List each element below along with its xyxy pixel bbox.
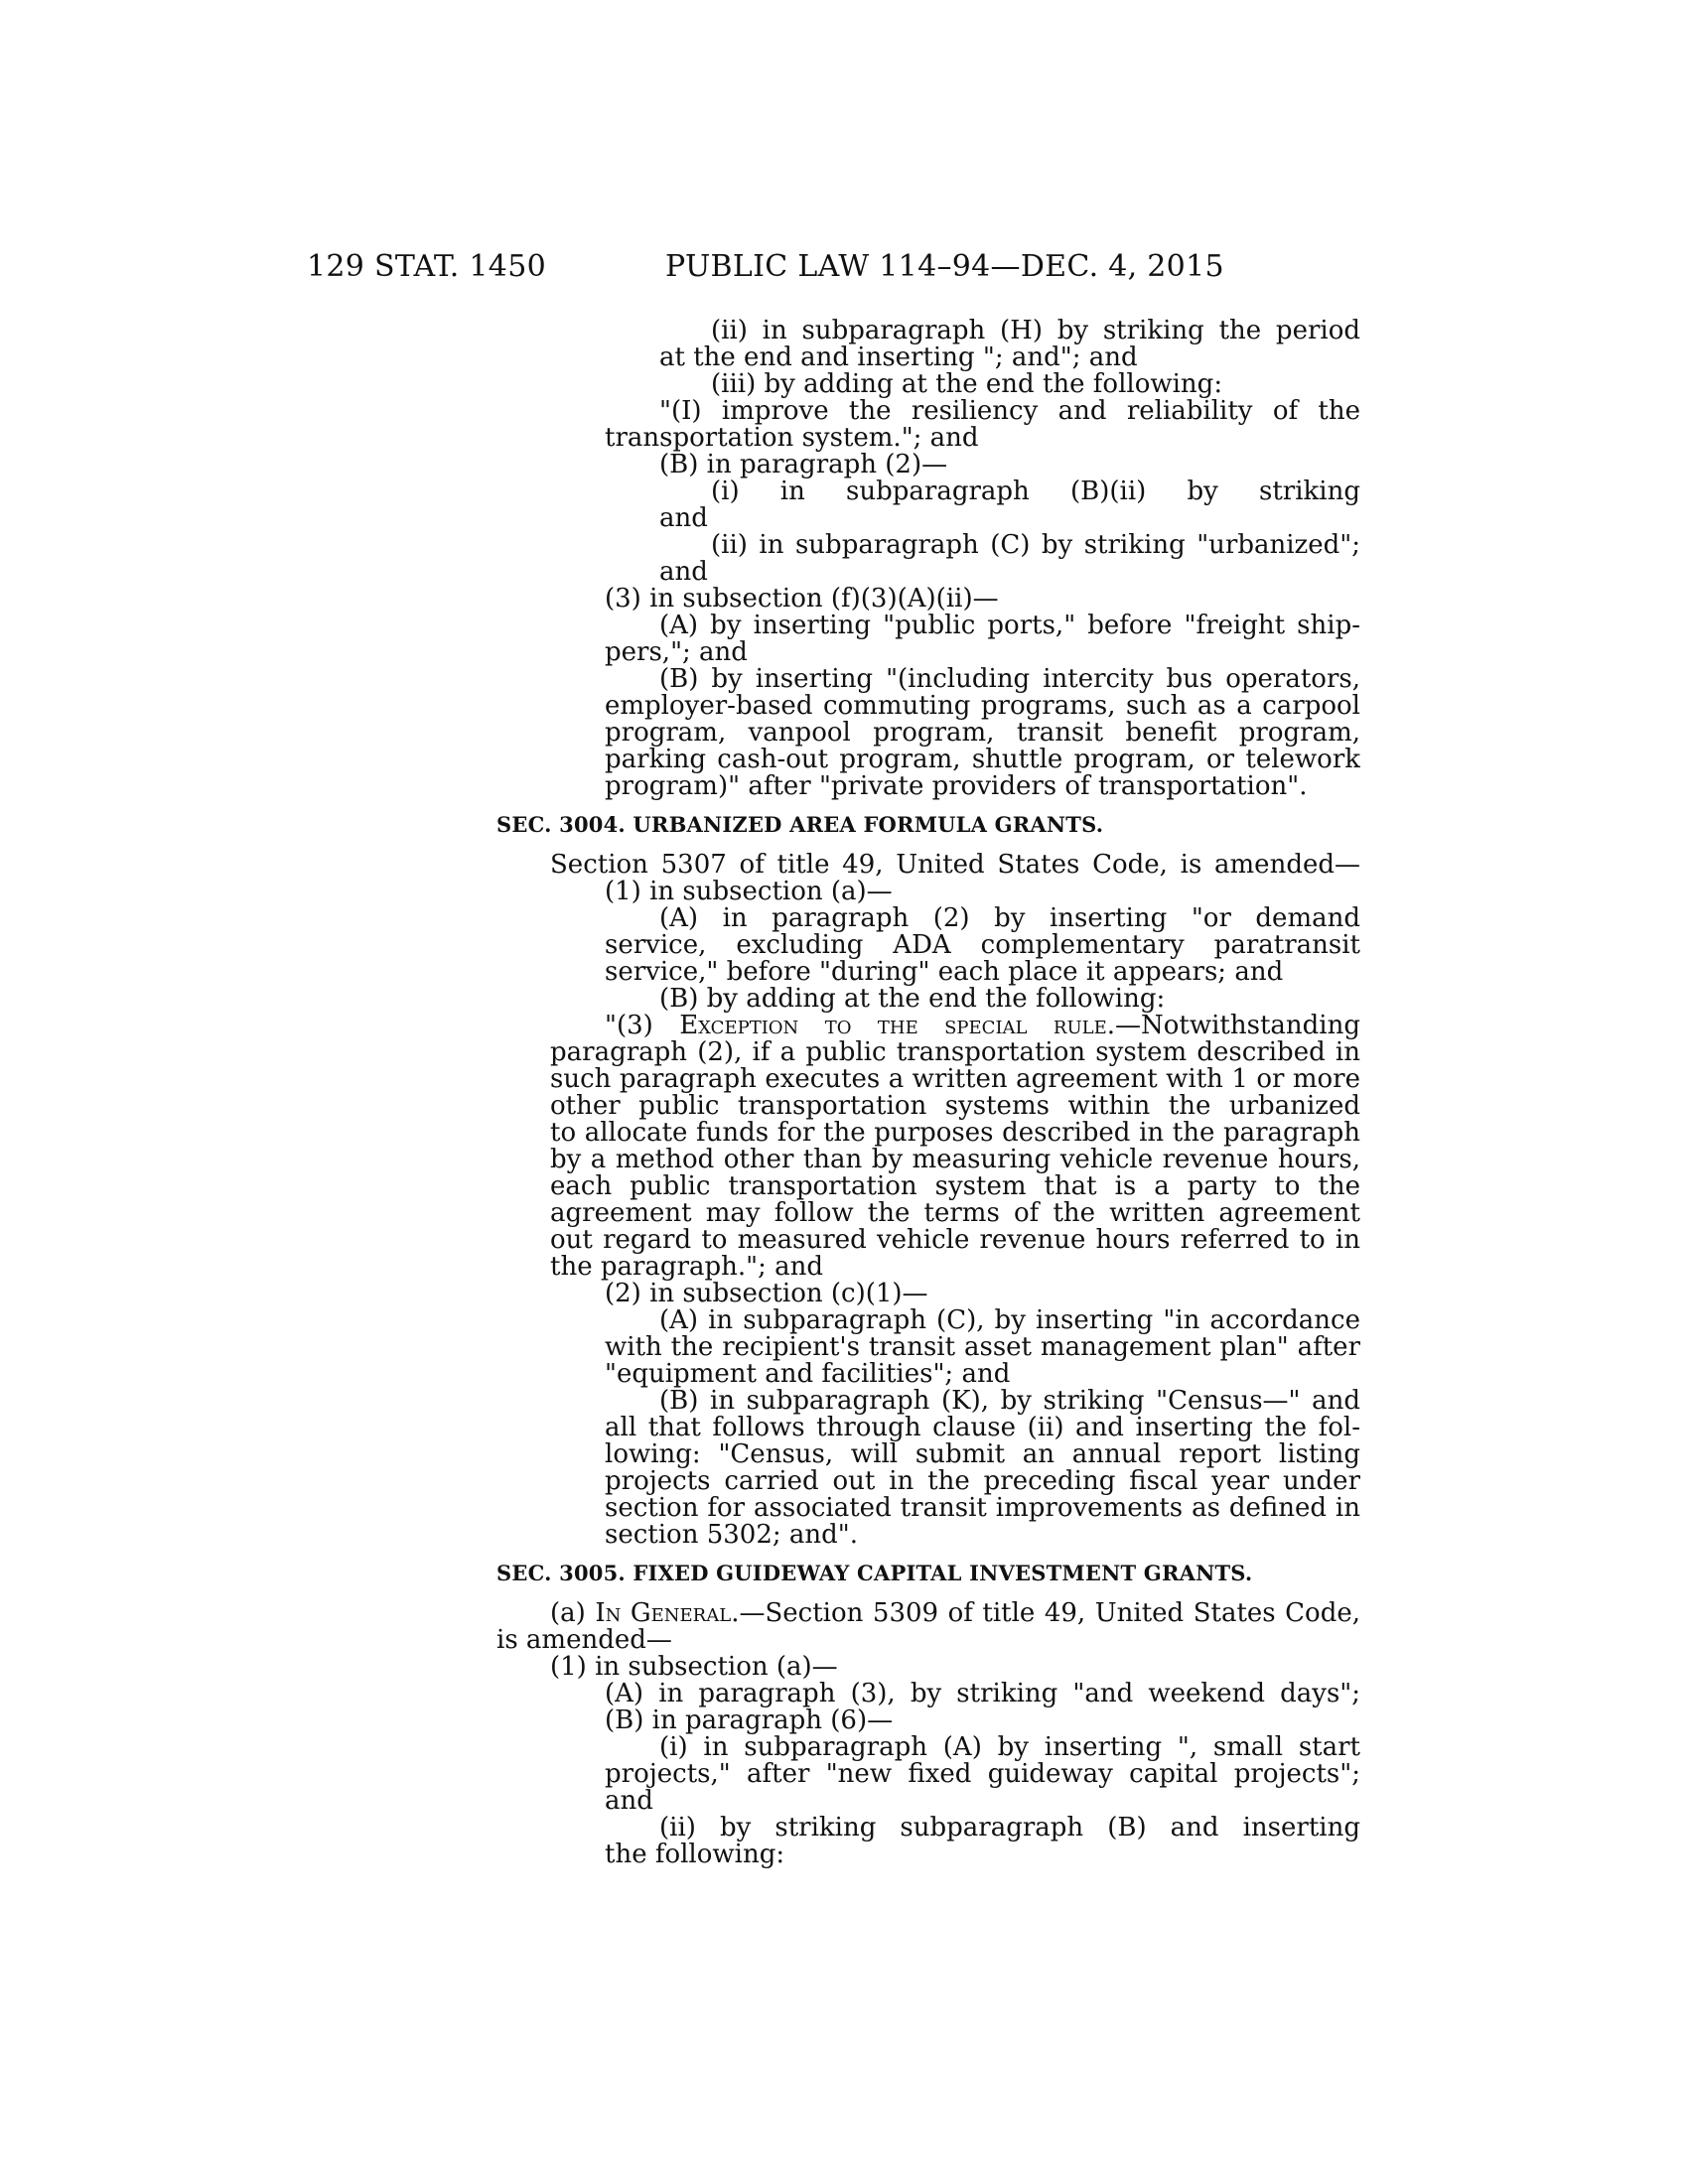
text-line: (1) in subsection (a)—: [605, 877, 893, 906]
text-line: program)" after "private providers of transportation".: [605, 771, 1308, 801]
text-line: each public transportation system that is a party to the: [550, 1171, 1360, 1201]
text-line: (A) in paragraph (2) by inserting "or demand: [659, 903, 1360, 933]
text-line: projects carried out in the preceding fiscal year under: [605, 1466, 1360, 1496]
text-line: employer-based commuting programs, such as a carpool: [605, 691, 1360, 721]
text-line: [550, 1598, 1360, 1628]
text-line: "(I) improve the resiliency and reliability of the: [659, 396, 1360, 426]
text-line: (i) in subparagraph (A) by inserting ", small start: [659, 1732, 1360, 1762]
text-line: the paragraph."; and: [550, 1252, 824, 1282]
text-line: and: [659, 503, 708, 533]
text-line: service," before "during" each place it appears; and: [605, 957, 1284, 987]
text-line: (1) in subsection (a)—: [550, 1652, 838, 1682]
paragraph-number: "(3): [605, 1011, 680, 1040]
text-line: is amended—: [496, 1625, 672, 1655]
subsection-label: (a): [550, 1598, 596, 1628]
text-line: (A) by inserting "public ports," before "freight ship-: [659, 611, 1360, 640]
text-line: (B) in paragraph (6)—: [605, 1706, 894, 1735]
text-line: out regard to measured vehicle revenue hours referred to in: [550, 1225, 1360, 1255]
section-heading-3005: SEC. 3005. FIXED GUIDEWAY CAPITAL INVESTMENT GRANTS.: [496, 1561, 1253, 1585]
text-line: section 5302; and".: [605, 1520, 859, 1550]
text-line: the following:: [605, 1840, 785, 1869]
text-line: (iii) by adding at the end the following:: [711, 369, 1223, 399]
subsection-heading: In General: [595, 1598, 732, 1628]
public-law-header: PUBLIC LAW 114–94—DEC. 4, 2015: [665, 249, 1224, 284]
text-line: Section 5307 of title 49, United States Code, is amended—: [550, 850, 1360, 880]
statute-page-number: 129 STAT. 1450: [307, 249, 546, 284]
text-line: (B) by adding at the end the following:: [659, 984, 1166, 1014]
text-line: (i) in subparagraph (B)(ii) by striking: [711, 477, 1360, 506]
text-line: projects," after "new fixed guideway capital projects";: [605, 1759, 1360, 1789]
text-line: (A) in paragraph (3), by striking "and weekend days";: [605, 1679, 1360, 1708]
text-line: transportation system."; and: [605, 423, 979, 453]
text-line: other public transportation systems within the urbanized: [550, 1091, 1360, 1121]
text-line: [605, 1011, 1360, 1040]
text-line: (A) in subparagraph (C), by inserting "in accordance: [659, 1305, 1360, 1335]
text-line: (ii) in subparagraph (C) by striking "urbanized";: [711, 530, 1360, 560]
text-line: (ii) in subparagraph (H) by striking the period: [711, 316, 1360, 345]
text-line: program, vanpool program, transit benefit program,: [605, 718, 1360, 748]
text-line: (B) in subparagraph (K), by striking "Census—" and: [659, 1386, 1360, 1416]
text-line: pers,"; and: [605, 637, 748, 667]
text-line: (ii) by striking subparagraph (B) and inserting: [659, 1813, 1360, 1843]
text-line: (3) in subsection (f)(3)(A)(ii)—: [605, 584, 999, 614]
text-line: and: [605, 1786, 653, 1816]
text-line: parking cash-out program, shuttle program, or telework: [605, 745, 1360, 774]
text-line: (B) by inserting "(including intercity bus operators,: [659, 664, 1360, 694]
text-line: and: [659, 557, 708, 587]
text-line: all that follows through clause (ii) and inserting the fol-: [605, 1413, 1360, 1442]
text-line: (2) in subsection (c)(1)—: [605, 1279, 928, 1308]
text-line: lowing: "Census, will submit an annual report listing: [605, 1439, 1360, 1469]
text-line: with the recipient's transit asset management plan" after: [605, 1332, 1360, 1362]
paragraph-heading: Exception to the special rule: [679, 1011, 1107, 1040]
text-line: such paragraph executes a written agreement with 1 or more: [550, 1064, 1360, 1094]
text-line: by a method other than by measuring vehicle revenue hours,: [550, 1145, 1360, 1174]
text-line: to allocate funds for the purposes described in the paragraph: [550, 1118, 1360, 1148]
text-line: "equipment and facilities"; and: [605, 1359, 1011, 1389]
text-line: section for associated transit improvements as defined in: [605, 1493, 1360, 1523]
text-line: (B) in paragraph (2)—: [659, 450, 948, 479]
text-line: at the end and inserting "; and"; and: [659, 342, 1138, 372]
text-line: agreement may follow the terms of the written agreement: [550, 1198, 1360, 1228]
section-heading-3004: SEC. 3004. URBANIZED AREA FORMULA GRANTS.: [496, 812, 1104, 837]
text-line: paragraph (2), if a public transportation system described in: [550, 1037, 1360, 1067]
paragraph-text: .—Notwithstanding: [1106, 1011, 1360, 1040]
text-line: service, excluding ADA complementary paratransit: [605, 930, 1360, 960]
subsection-text: .—Section 5309 of title 49, United States Code,: [731, 1598, 1360, 1628]
